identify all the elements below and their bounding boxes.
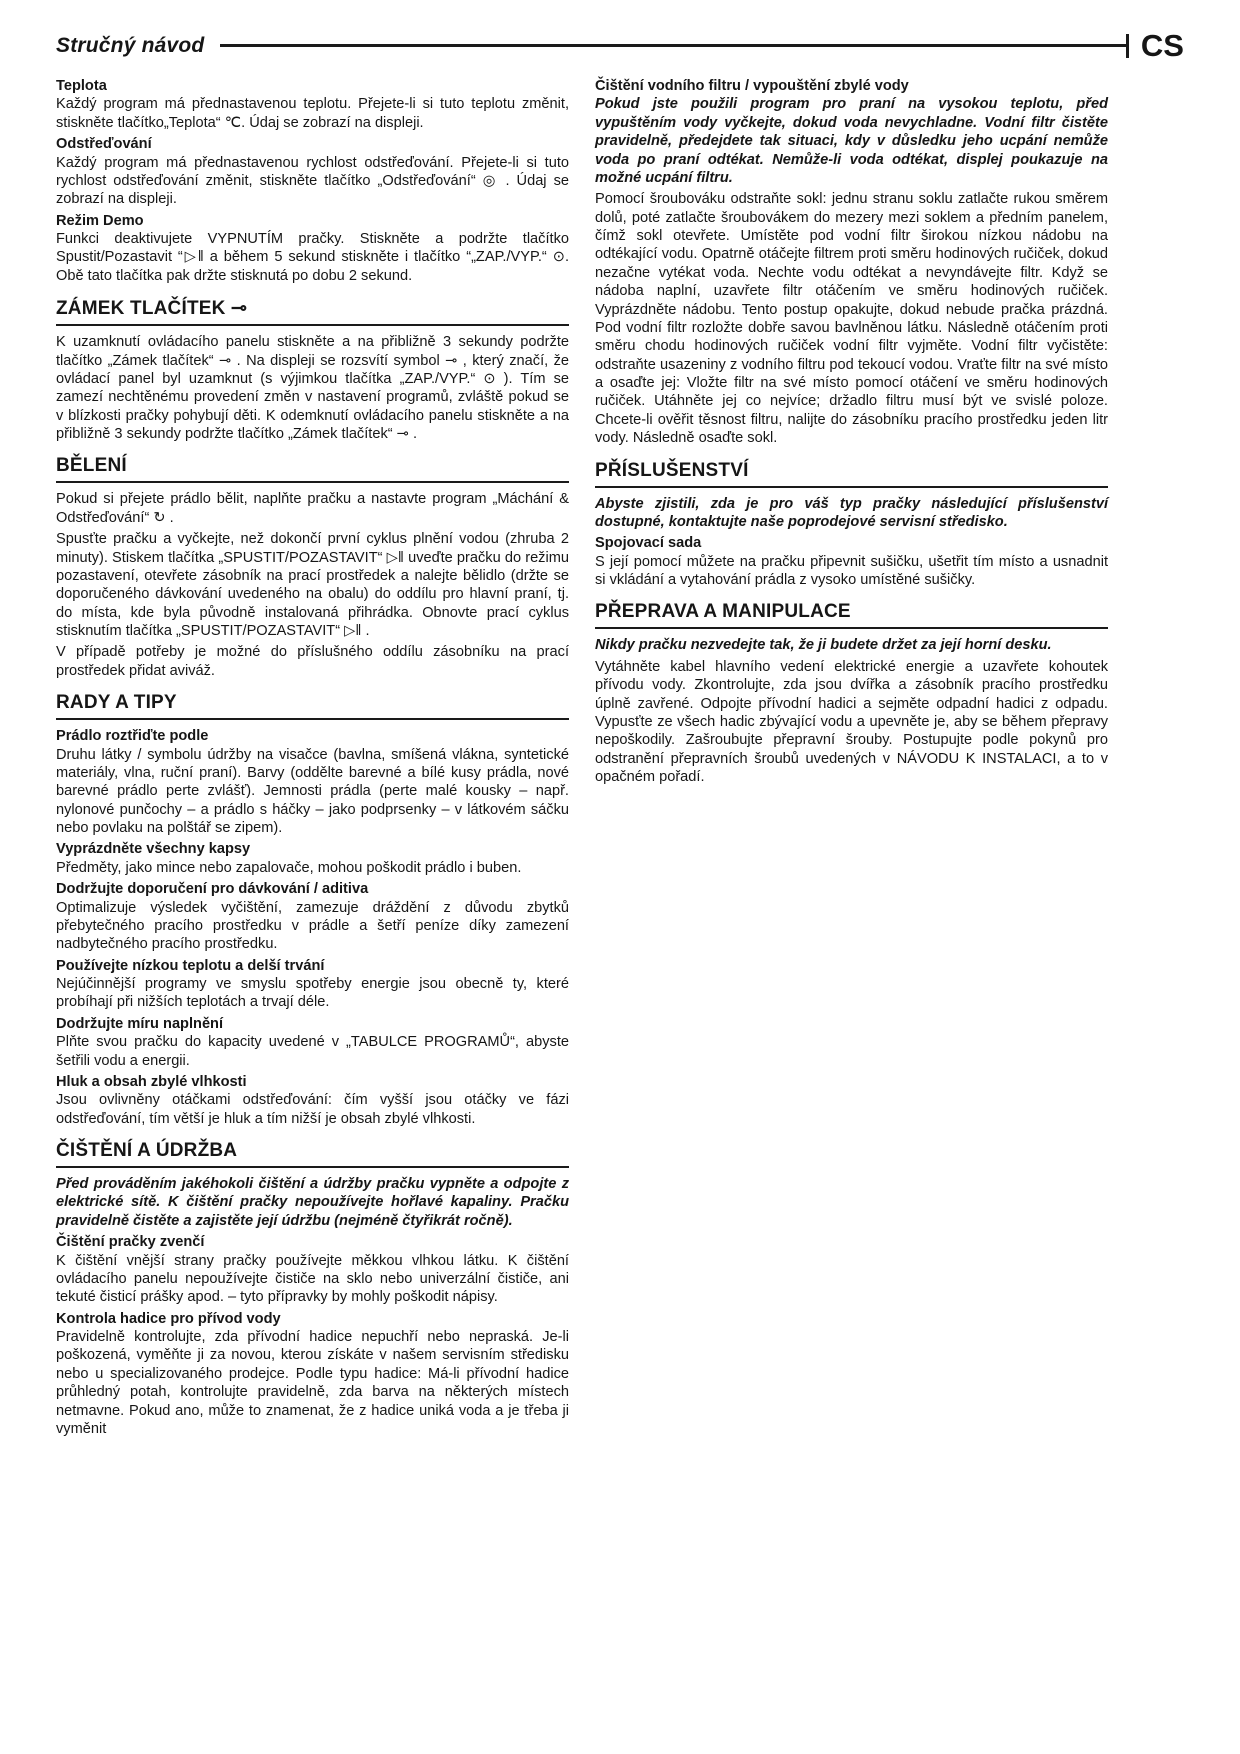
section-heading: BĚLENÍ [56, 455, 569, 483]
page-title: Stručný návod [56, 33, 205, 57]
sub-heading: Čištění pračky zvenčí [56, 1234, 205, 1251]
section-heading: RADY A TIPY [56, 692, 569, 720]
warning-paragraph: Před prováděním jakéhokoli čištění a údržby pračku vypněte a odpojte z elektrické sítě. K čištění pračky nepoužívejte hořlavé kapaliny. Pračku pravidelně čistěte a zajistěte její údržbu (nejméně čtyřikrát ročně). [56, 1176, 569, 1229]
paragraph: Optimalizuje výsledek vyčištění, zamezuje dráždění z důvodu zbytků přebytečného pracího prostředku v prádle a šetří peníze díky zamezení nadbytečného pracího prostředku. [56, 899, 569, 953]
left-column [56, 77, 569, 1441]
paragraph: Pravidelně kontrolujte, zda přívodní hadice nepuchří nebo nepraská. Je-li poškozená, vyměňte ji za novou, kterou získáte v našem servisním středisku nebo u specializovaného prodejce. Podle typu hadice: Má-li přívodní hadice průhledný potah, kontrolujte pravidelně, zda barva na některých místech netmavne. Pokud ano, může to znamenat, že z hadice uniká voda a je třeba ji vyměnit [56, 1329, 569, 1437]
warning-paragraph: Nikdy pračku nezvedejte tak, že ji budete držet za její horní desku. [595, 637, 1052, 654]
paragraph: Jsou ovlivněny otáčkami odstřeďování: čím vyšší jsou otáčky ve fázi odstřeďování, tím větší je hluk a tím nižší je obsah zbylé vlhkosti. [56, 1092, 569, 1127]
paragraph: Předměty, jako mince nebo zapalovače, mohou poškodit prádlo i buben. [56, 859, 522, 876]
paragraph: K čištění vnější strany pračky používejte měkkou vlhkou látku. K čištění ovládacího panelu nepoužívejte čističe na sklo nebo univerzální čističe, ani tekuté čisticí prášky apod. – tyto přípravky by mohly poškodit nápisy. [56, 1252, 569, 1306]
sub-heading: Hluk a obsah zbylé vlhkosti [56, 1073, 247, 1090]
section-heading: ZÁMEK TLAČÍTEK ⊸ [56, 297, 569, 326]
sub-heading: Dodržujte doporučení pro dávkování / aditiva [56, 881, 369, 898]
section-heading: PŘEPRAVA A MANIPULACE [595, 601, 1108, 629]
paragraph: Každý program má přednastavenou teplotu. Přejete-li si tuto teplotu změnit, stiskněte tlačítko„Teplota“ ℃. Údaj se zobrazí na displeji. [56, 96, 569, 131]
sub-heading: Čištění vodního filtru / vypouštění zbylé vody [595, 78, 909, 94]
sub-heading: Používejte nízkou teplotu a delší trvání [56, 957, 325, 974]
sub-heading: Teplota [56, 78, 107, 94]
paragraph: Pokud si přejete prádlo bělit, naplňte pračku a nastavte program „Máchání & Odstřeďování“ ↻ . [56, 491, 569, 526]
paragraph: Nejúčinnější programy ve smyslu spotřeby energie jsou obecně ty, které probíhají při nižších teplotách a trvají déle. [56, 976, 569, 1011]
sub-heading: Prádlo roztřiďte podle [56, 728, 209, 745]
paragraph: Vytáhněte kabel hlavního vedení elektrické energie a uzavřete kohoutek přívodu vody. Zkontrolujte, zda jsou dvířka a zásobník pracího prostředku úplně zavřené. Odpojte přívodní hadici a sejměte odpadní hadici z odpadu. Vypusťte ze všech hadic zbývající vodu a upevněte je, aby se během přepravy nepoškodily. Zašroubujte přepravní šrouby. Postupujte podle pokynů pro odstranění přepravních šroubů uvedených v NÁVODU K INSTALACI, a to v opačném pořadí. [595, 658, 1108, 785]
paragraph: Plňte svou pračku do kapacity uvedené v „TABULCE PROGRAMŮ“, abyste šetřili vodu a energii. [56, 1034, 569, 1069]
warning-paragraph: Abyste zjistili, zda je pro váš typ pračky následující příslušenství dostupné, kontaktujte naše poprodejové servisní středisko. [595, 495, 1108, 530]
header-tick [1126, 34, 1129, 58]
sub-heading: Režim Demo [56, 212, 144, 229]
paragraph: K uzamknutí ovládacího panelu stiskněte a na přibližně 3 sekundy podržte tlačítko „Zámek tlačítek“ ⊸ . Na displeji se rozsvítí symbol ⊸ , který značí, že ovládací panel byl uzamknut (s výjimkou tlačítka „ZAP./VYP.“ ⊙ ). Tím se zamezí nechtěnému provedení změn v nastavení programů, zvláště pokud se v blízkosti pračky pohybují děti. K odemknutí ovládacího panelu stiskněte a na přibližně 3 sekundy podržte tlačítko „Zámek tlačítek“ ⊸ . [56, 334, 569, 442]
section-heading: PŘÍSLUŠENSTVÍ [595, 460, 1108, 488]
two-column-body [56, 77, 1184, 1441]
sub-heading: Vyprázdněte všechny kapsy [56, 841, 251, 858]
paragraph: Druhu látky / symbolu údržby na visačce (bavlna, smíšená vlákna, syntetické materiály, vlna, ruční praní). Barvy (oddělte barevné a bílé kusy prádla, nové barevné prádlo perte zvlášť). Jemnosti prádla (perte malé kousky – např. nylonové punčochy – a prádlo s háčky – jako podprsenky – v látkovém sáčku nebo povlaku na polštář se zipem). [56, 746, 569, 836]
sub-heading: Dodržujte míru naplnění [56, 1015, 224, 1032]
language-code: CS [1140, 28, 1184, 63]
warning-paragraph: Pokud jste použili program pro praní na vysokou teplotu, před vypuštěním vody vyčkejte, dokud voda nevychladne. Vodní filtr čistěte pravidelně, předejdete tak situaci, kdy v důsledku jeho ucpání nemůže voda po praní odtékat. Nemůže-li voda odtékat, displej poukazuje na možné ucpání filtru. [595, 96, 1108, 186]
paragraph: S její pomocí můžete na pračku připevnit sušičku, ušetřit tím místo a usnadnit si vkládání a vytahování prádla z vysoko umístěné sušičky. [595, 553, 1108, 588]
paragraph: Pomocí šroubováku odstraňte sokl: jednu stranu soklu zatlačte rukou směrem dolů, poté zatlačte šroubovákem do mezery mezi soklem a předním panelem, čímž sokl otevřete. Umístěte pod vodní filtr širokou nízkou nádobu na odtékající vodu. Opatrně otáčejte filtrem proti směru hodinových ručiček, dokud nezačne vytékat voda. Nechte vodu odtékat a nevyndávejte filtr. Když se nádoba naplní, uzavřete filtr otáčením ve směru hodinových ručiček. Vyprázdněte nádobu. Tento postup opakujte, dokud nebude pračka prázdná. Pod vodní filtr rozložte dobře savou bavlněnou látku. Následně otáčením proti směru chodu hodinových ručiček vodní filtr vyjměte. Vodní filtr vyčistěte: odstraňte usazeniny z vodního filtru pod tekoucí vodou. Vraťte filtr na své místo a osaďte jej: Vložte filtr na své místo pomocí otáčení ve směru hodinových ručiček. Utáhněte jej co nejvíce; držadlo filtru musí být ve svislé poloze. Chcete-li ověřit těsnost filtru, nalijte do zásobníku pracího prostředku jeden litr vody. Následně osaďte sokl. [595, 191, 1108, 447]
paragraph: V případě potřeby je možné do příslušného oddílu zásobníku na prací prostředek přidat aviváž. [56, 644, 569, 679]
section-heading: ČIŠTĚNÍ A ÚDRŽBA [56, 1140, 569, 1168]
page-header [56, 30, 1184, 61]
right-column [595, 77, 1108, 1441]
header-rule [220, 44, 1126, 47]
sub-heading: Spojovací sada [595, 535, 702, 552]
paragraph: Funkci deaktivujete VYPNUTÍM pračky. Stiskněte a podržte tlačítko Spustit/Pozastavit “▷‖ a během 5 sekund stiskněte i tlačítko “„ZAP./VYP.“ ⊙. Obě tato tlačítka pak držte stisknutá po dobu 2 sekund. [56, 231, 569, 284]
paragraph: Každý program má přednastavenou rychlost odstřeďování. Přejete-li si tuto rychlost odstřeďování změnit, stiskněte tlačítko „Odstřeďování“ ◎ . Údaj se zobrazí na displeji. [56, 154, 569, 208]
paragraph: Spusťte pračku a vyčkejte, než dokončí první cyklus plnění vodou (zhruba 2 minuty). Stiskem tlačítka „SPUSTIT/POZASTAVIT“ ▷‖ uveďte pračku do režimu pozastavení, otevřete zásobník na prací prostředek a nalejte bělidlo (držte se doporučeného dávkování uvedeného na obalu) do oddílu pro hlavní praní, tj. do místa, kde byla původně instalovaná přihrádka. Obnovte prací cyklus stisknutím tlačítka „SPUSTIT/POZASTAVIT“ ▷‖ . [56, 531, 569, 639]
sub-heading: Odstřeďování [56, 136, 152, 153]
sub-heading: Kontrola hadice pro přívod vody [56, 1310, 281, 1327]
